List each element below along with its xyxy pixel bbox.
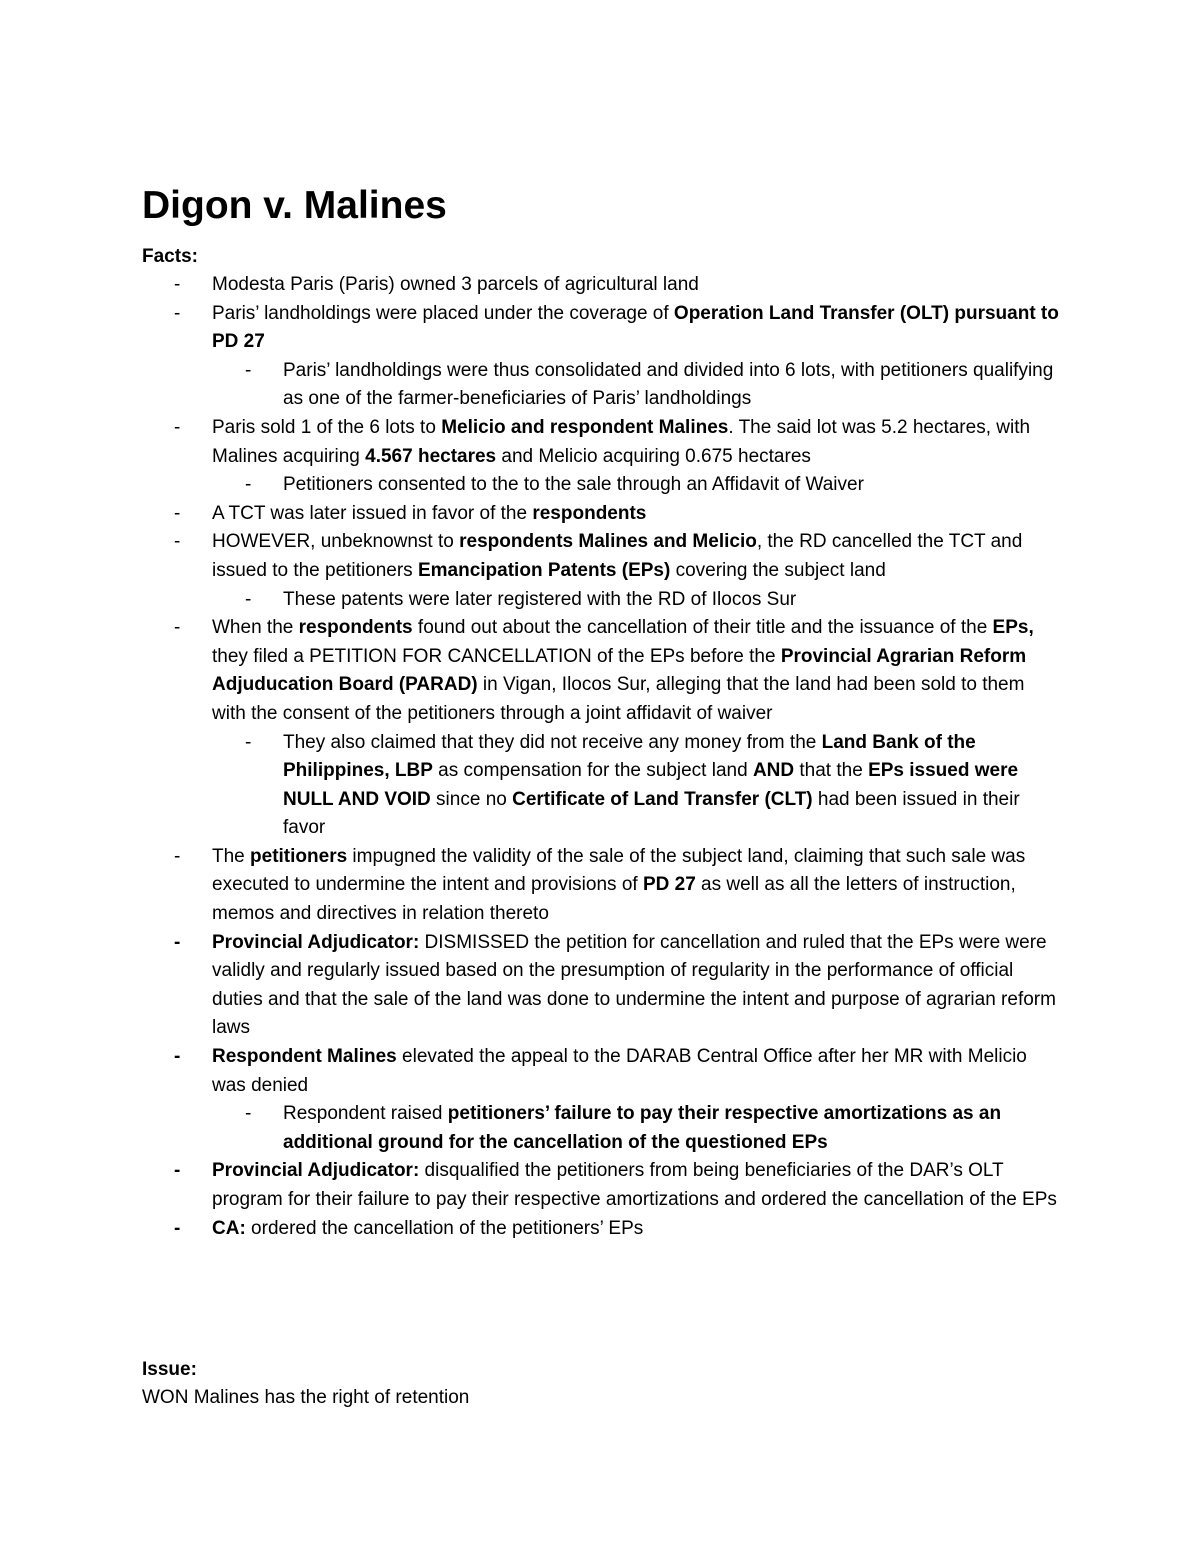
- bold-text-run: Respondent Malines: [212, 1046, 397, 1068]
- bold-text-run: AND: [752, 760, 795, 782]
- sub-list-item: [0, 586, 1063, 615]
- text-run: covering the subject land: [670, 559, 886, 581]
- issue-text: WON Malines has the right of retention: [142, 1387, 470, 1408]
- text-run: impugned the validity of the sale of the subject land, claiming that such sale was executed to undermine the intent and provisions of: [212, 845, 1026, 896]
- bold-text-run: petitioners: [250, 845, 348, 867]
- sub-list-item: [0, 357, 1063, 414]
- text-run: A TCT was later issued in favor of the: [212, 502, 533, 524]
- bold-text-run: respondents Malines and Melicio: [459, 531, 757, 553]
- bullet-dash: -: [174, 1046, 181, 1068]
- list-item: [0, 843, 1062, 929]
- bullet-dash: -: [174, 845, 181, 867]
- text-run: Petitioners consented to the to the sale through an Affidavit of Waiver: [283, 474, 864, 496]
- text-run: DISMISSED the petition for cancellation and ruled that the EPs were were validly and regularly issued based on the presumption of regularity in the performance of official duties and that the sale of the land was done to undermine the intent and purpose of agrarian reform laws: [212, 931, 1056, 1039]
- text-run: Paris sold 1 of the 6 lots to: [212, 416, 442, 438]
- text-run: They also claimed that they did not receive any money from the: [283, 731, 822, 753]
- bold-text-run: Certificate of Land Transfer (CLT): [512, 788, 813, 810]
- bullet-dash: -: [174, 617, 181, 639]
- text-run: as well as all the letters of instruction, memos and directives in relation thereto: [212, 874, 1016, 925]
- bullet-dash: -: [245, 588, 252, 610]
- bold-text-run: PD 27: [642, 874, 696, 896]
- bold-text-run: respondents: [298, 617, 413, 639]
- page-title: Digon v. Malines: [142, 184, 447, 227]
- text-run: had been issued in their favor: [283, 788, 1020, 839]
- text-run: The: [212, 845, 251, 867]
- list-item: [0, 614, 1062, 728]
- bold-text-run: Land Bank of the Philippines, LBP: [283, 731, 976, 782]
- text-run: Respondent raised: [283, 1103, 448, 1125]
- bullet-dash: -: [245, 1103, 252, 1125]
- text-run: Modesta Paris (Paris) owned 3 parcels of agricultural land: [212, 274, 699, 295]
- bold-text-run: Melicio and respondent Malines: [441, 416, 729, 438]
- bold-text-run: EPs issued were NULL AND VOID: [283, 760, 1019, 810]
- bullet-dash: -: [174, 302, 181, 324]
- bullet-dash: -: [245, 731, 252, 753]
- bold-text-run: Provincial Adjudicator:: [212, 931, 420, 953]
- bold-text-run: 4.567 hectares: [365, 445, 497, 467]
- text-run: that the: [794, 760, 869, 782]
- text-run: , the RD cancelled the TCT and issued to the petitioners: [212, 531, 1023, 581]
- facts-list: [0, 271, 1100, 1243]
- bullet-dash: -: [174, 1217, 181, 1239]
- text-run: elevated the appeal to the DARAB Central Office after her MR with Melicio was denied: [212, 1046, 1027, 1096]
- text-run: . The said lot was 5.2 hectares, with Malines acquiring: [212, 416, 1031, 467]
- list-item: [0, 1157, 1062, 1214]
- list-item: [0, 1043, 1062, 1100]
- text-run: and Melicio acquiring 0.675 hectares: [496, 445, 811, 467]
- bullet-dash: -: [174, 416, 181, 438]
- text-run: ordered the cancellation of the petitioners’ EPs: [245, 1217, 644, 1239]
- text-run: Paris’ landholdings were placed under the coverage of: [212, 302, 674, 324]
- text-run: disqualified the petitioners from being beneficiaries of the DAR’s OLT program for their failure to pay their respective amortizations and ordered the cancellation of the EPs: [212, 1160, 1057, 1210]
- bullet-dash: -: [174, 531, 181, 553]
- list-item: [0, 528, 1062, 585]
- list-item: [0, 929, 1062, 1043]
- text-run: in Vigan, Ilocos Sur, alleging that the land had been sold to them with the consent of the petitioners through a joint affidavit of waiver: [212, 674, 1025, 724]
- bold-text-run: petitioners’ failure to pay their respective amortizations as an additional ground for the cancellation of the questioned EPs: [283, 1103, 1002, 1153]
- bullet-dash: -: [174, 502, 181, 524]
- bullet-dash: -: [174, 931, 181, 953]
- bold-text-run: Provincial Adjudicator:: [212, 1160, 420, 1182]
- text-run: found out about the cancellation of their title and the issuance of the: [412, 617, 993, 639]
- list-item: [0, 300, 1062, 357]
- bold-text-run: EPs,: [992, 617, 1034, 639]
- text-run: HOWEVER, unbeknownst to: [212, 531, 460, 553]
- bold-text-run: respondents: [532, 502, 647, 524]
- bold-text-run: Operation Land Transfer (OLT) pursuant to PD 27: [212, 302, 1059, 353]
- bullet-dash: -: [245, 474, 252, 496]
- bullet-dash: -: [245, 359, 252, 381]
- bold-text-run: Emancipation Patents (EPs): [417, 559, 671, 581]
- list-item: [0, 414, 1062, 471]
- text-run: since no: [430, 788, 513, 810]
- bold-text-run: Provincial Agrarian Reform Adjuducation Board (PARAD): [212, 645, 1027, 696]
- list-item: [0, 1215, 1062, 1244]
- text-run: When the: [212, 617, 299, 639]
- sub-list-item: [0, 729, 1063, 843]
- list-item: [0, 271, 1062, 300]
- sub-list-item: [0, 471, 1063, 500]
- text-run: Paris’ landholdings were thus consolidated and divided into 6 lots, with petitioners qualifying as one of the farmer-beneficiaries of Paris’ landholdings: [283, 359, 1054, 410]
- bullet-dash: -: [174, 274, 181, 295]
- text-run: as compensation for the subject land: [432, 760, 753, 782]
- sub-list-item: [0, 1100, 1063, 1157]
- text-run: they filed a PETITION FOR CANCELLATION of the EPs before the: [212, 645, 781, 667]
- bullet-dash: -: [174, 1160, 181, 1182]
- text-run: These patents were later registered with the RD of Ilocos Sur: [283, 588, 797, 610]
- issue-heading: Issue:: [142, 1359, 197, 1380]
- list-item: [0, 500, 1062, 529]
- facts-heading: Facts:: [142, 246, 198, 267]
- bold-text-run: CA:: [212, 1217, 246, 1239]
